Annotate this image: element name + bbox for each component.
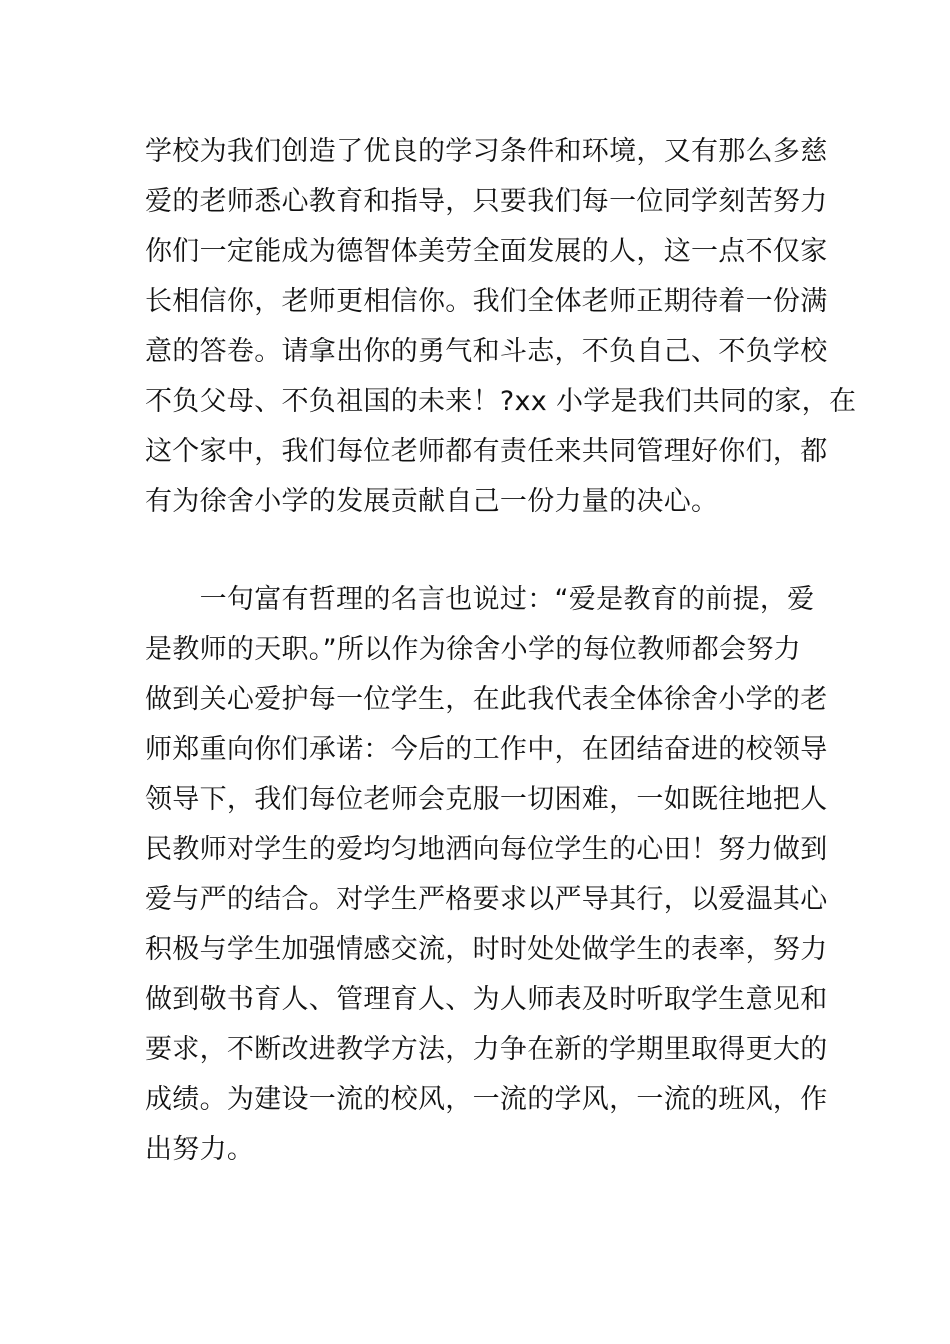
text-line: 你们一定能成为德智体美劳全面发展的人，这一点不仅家	[145, 236, 828, 267]
text-line: 民教师对学生的爱均匀地洒向每位学生的心田！努力做到	[145, 834, 828, 865]
text-line: 成绩。为建设一流的校风，一流的学风，一流的班风，作	[145, 1084, 828, 1115]
text-line: 长相信你，老师更相信你。我们全体老师正期待着一份满	[145, 286, 828, 317]
text-line: 做到敬书育人、管理育人、为人师表及时听取学生意见和	[145, 984, 828, 1015]
text-line: 爱与严的结合。对学生严格要求以严导其行，以爱温其心	[145, 884, 828, 915]
text-line: 不负父母、不负祖国的未来！?xx 小学是我们共同的家，在	[145, 386, 857, 417]
text-line: 是教师的天职。”所以作为徐舍小学的每位教师都会努力	[145, 634, 801, 665]
text-line: 一句富有哲理的名言也说过：“爱是教育的前提，爱	[145, 584, 815, 615]
text-line: 爱的老师悉心教育和指导，只要我们每一位同学刻苦努力	[145, 186, 828, 217]
text-line: 积极与学生加强情感交流，时时处处做学生的表率，努力	[145, 934, 828, 965]
text-line: 意的答卷。请拿出你的勇气和斗志，不负自己、不负学校	[145, 336, 828, 367]
text-line: 这个家中，我们每位老师都有责任来共同管理好你们，都	[145, 436, 828, 467]
text-line: 做到关心爱护每一位学生，在此我代表全体徐舍小学的老	[145, 684, 828, 715]
paragraph-1	[145, 127, 857, 527]
text-line: 有为徐舍小学的发展贡献自己一份力量的决心。	[145, 486, 719, 517]
text-line: 出努力。	[145, 1134, 255, 1165]
text-line: 领导下，我们每位老师会克服一切困难，一如既往地把人	[145, 784, 828, 815]
paragraph-2	[145, 575, 828, 1175]
text-line: 学校为我们创造了优良的学习条件和环境，又有那么多慈	[145, 136, 828, 167]
text-line: 师郑重向你们承诺：今后的工作中，在团结奋进的校领导	[145, 734, 828, 765]
text-line: 要求，不断改进教学方法，力争在新的学期里取得更大的	[145, 1034, 828, 1065]
